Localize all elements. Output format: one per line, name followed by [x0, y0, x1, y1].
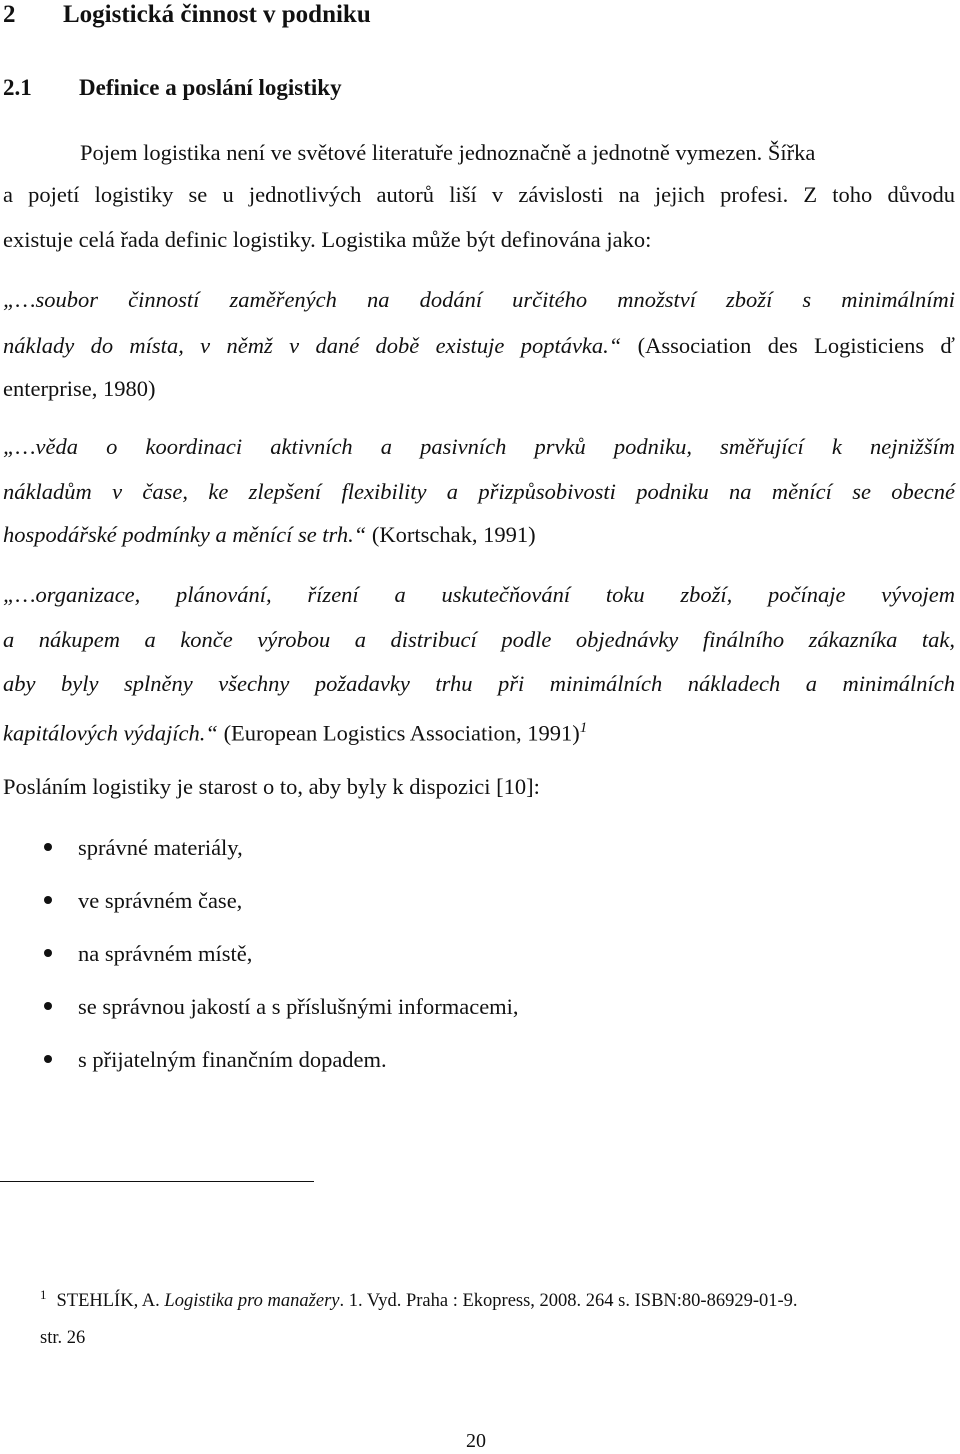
- quote1-line-3: enterprise, 1980): [3, 376, 156, 401]
- list-item: se správnou jakostí a s příslušnými informacemi,: [78, 994, 519, 1019]
- quote3-line-4: [3, 713, 587, 749]
- bullet-dot-icon: [44, 1055, 52, 1063]
- list-item: správné materiály,: [78, 835, 243, 860]
- mission-intro: Posláním logistiky je starost o to, aby byly k dispozici [10]:: [3, 774, 540, 799]
- quote3-line-2: a nákupem a konče výrobou a distribucí podle objednávky finálního zákazníka tak,: [3, 627, 955, 652]
- footnote-reference: 1: [579, 720, 588, 736]
- bullet-dot-icon: [44, 896, 52, 904]
- quote1-line-2: [3, 331, 955, 361]
- quote3-citation: (European Logistics Association, 1991): [217, 720, 580, 746]
- chapter-title: Logistická činnost v podniku: [63, 1, 371, 28]
- footnote-separator: [0, 1181, 314, 1182]
- page-number: 20: [466, 1430, 486, 1452]
- quote1-line-1: „…soubor činností zaměřených na dodání určitého množství zboží s minimálními: [3, 287, 955, 312]
- intro-line-3: existuje celá řada definic logistiky. Logistika může být definována jako:: [3, 227, 652, 252]
- footnote-details: . 1. Vyd. Praha : Ekopress, 2008. 264 s. ISBN:80-86929-01-9.: [339, 1291, 798, 1312]
- chapter-heading: [3, 0, 371, 30]
- section-title: Definice a poslání logistiky: [79, 75, 342, 100]
- bullet-dot-icon: [44, 1002, 52, 1010]
- list-item: s přijatelným finančním dopadem.: [78, 1047, 387, 1072]
- list-item: na správném místě,: [78, 941, 253, 966]
- intro-line-2: a pojetí logistiky se u jednotlivých autorů liší v závislosti na jejich profesi. Z toho důvodu: [3, 182, 955, 207]
- quote2-text: hospodářské podmínky a měnící se trh.“: [3, 522, 367, 547]
- list-item: ve správném čase,: [78, 888, 243, 913]
- quote2-citation: (Kortschak, 1991): [366, 522, 536, 547]
- footnote-title: Logistika pro manažery: [164, 1291, 340, 1312]
- quote3-line-3: aby byly splněny všechny požadavky trhu při minimálních nákladech a minimálních: [3, 671, 955, 696]
- footnote-line-2: str. 26: [40, 1328, 86, 1348]
- quote2-line-1: „…věda o koordinaci aktivních a pasivních prvků podniku, směřující k nejnižším: [3, 434, 955, 459]
- footnote-author: STEHLÍK, A.: [56, 1291, 165, 1312]
- quote3-text: kapitálových výdajích.“: [3, 720, 218, 746]
- quote3-line-1: „…organizace, plánování, řízení a uskutečňování toku zboží, počínaje vývojem: [3, 582, 955, 607]
- quote2-line-3: [3, 520, 536, 550]
- footnote-mark: 1: [40, 1287, 47, 1302]
- footnote-line-1: [40, 1283, 798, 1313]
- bullet-dot-icon: [44, 843, 52, 851]
- quote2-line-2: nákladům v čase, ke zlepšení flexibility a přizpůsobivosti podniku na měnící se obecné: [3, 479, 955, 504]
- chapter-number: 2: [3, 1, 16, 28]
- section-heading: [3, 73, 342, 103]
- section-number: 2.1: [3, 75, 32, 100]
- intro-line-1: Pojem logistika není ve světové literatuře jednoznačně a jednotně vymezen. Šířka: [80, 140, 816, 165]
- bullet-dot-icon: [44, 949, 52, 957]
- quote1-citation: (Association des Logisticiens ď: [621, 333, 955, 358]
- quote1-text: náklady do místa, v němž v dané době existuje poptávka.“: [3, 333, 622, 358]
